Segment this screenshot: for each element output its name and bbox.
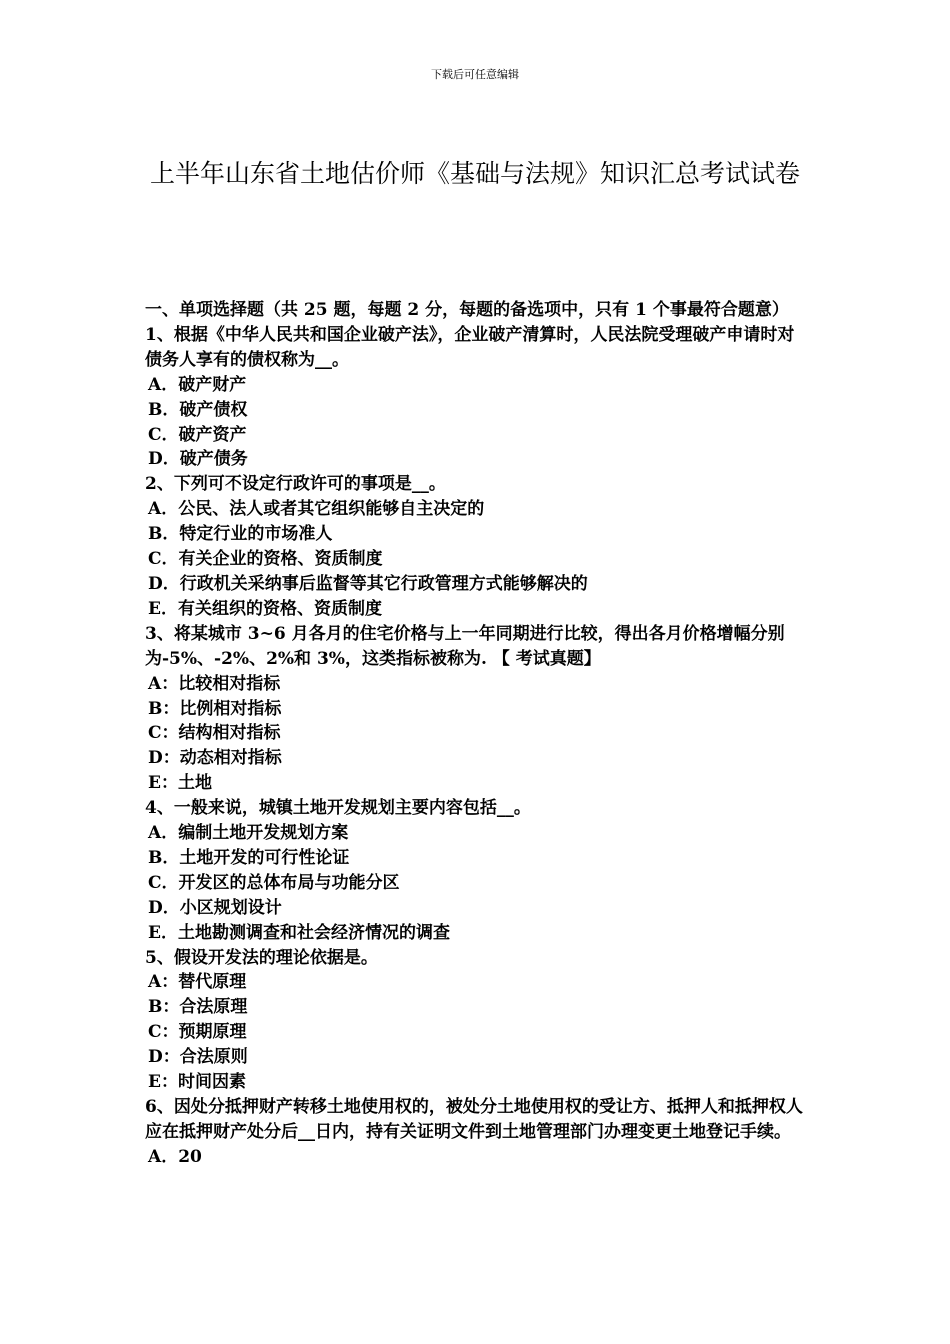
document-title: 上半年山东省土地估价师《基础与法规》知识汇总考试试卷 [149,159,800,188]
question-stem: 5、假设开发法的理论依据是。 [145,947,378,968]
question-4 [145,796,810,945]
question-stem: 3、将某城市 3~6 月各月的住宅价格与上一年同期进行比较，得出各月价格增幅分别为-5%、-2%、2%和 3%，这类指标被称为. 【 考试真题】 [145,623,785,669]
option-e: E．有关组织的资格、资质制度 [148,598,382,619]
header-note: 下载后可任意编辑 [431,68,519,81]
question-stem: 4、一般来说，城镇土地开发规划主要内容包括__。 [145,798,531,819]
option-d: D．行政机关采纳事后监督等其它行政管理方式能够解决的 [148,573,588,594]
option-a: A．破产财产 [148,374,247,395]
option-c: C．有关企业的资格、资质制度 [148,549,383,570]
option-a: A：替代原理 [148,972,247,993]
option-c: C：预期原理 [148,1022,247,1043]
question-6 [145,1095,810,1170]
document-body [145,298,810,1170]
option-a: A．20 [148,1146,202,1167]
question-stem: 6、因处分抵押财产转移土地使用权的，被处分土地使用权的受让方、抵押人和抵押权人应在抵押财产处分后__日内，持有关证明文件到土地管理部门办理变更土地登记手续。 [145,1097,803,1142]
option-b: B．特定行业的市场准人 [148,524,333,545]
section-heading: 一、单项选择题（共 25 题，每题 2 分，每题的备选项中，只有 1 个事最符合题意） [145,300,789,320]
option-d: D．小区规划设计 [148,897,282,918]
option-e: E：土地 [148,773,212,794]
option-b: B．破产债权 [148,399,248,420]
option-e: E．土地勘测调查和社会经济情况的调查 [148,922,450,943]
question-3 [145,622,810,796]
option-b: B．土地开发的可行性论证 [148,847,350,868]
option-a: A．编制土地开发规划方案 [148,823,349,844]
option-d: D：动态相对指标 [148,748,282,769]
option-c: C．开发区的总体布局与功能分区 [148,872,400,893]
option-d: D：合法原则 [148,1047,248,1068]
option-d: D．破产债务 [148,449,248,470]
option-e: E：时间因素 [148,1072,246,1093]
question-1 [145,323,810,472]
option-c: C：结构相对指标 [148,723,281,744]
question-5 [145,946,810,1095]
option-a: A．公民、法人或者其它组织能够自主决定的 [148,499,485,520]
option-a: A：比较相对指标 [148,673,281,694]
option-b: B：合法原理 [148,997,248,1018]
question-2 [145,472,810,621]
question-stem: 2、下列可不设定行政许可的事项是__。 [145,474,446,495]
question-stem: 1、根据《中华人民共和国企业破产法》，企业破产清算时，人民法院受理破产申请时对债务人享有的债权称为__。 [145,324,795,370]
option-b: B：比例相对指标 [148,698,282,719]
option-c: C．破产资产 [148,424,247,445]
